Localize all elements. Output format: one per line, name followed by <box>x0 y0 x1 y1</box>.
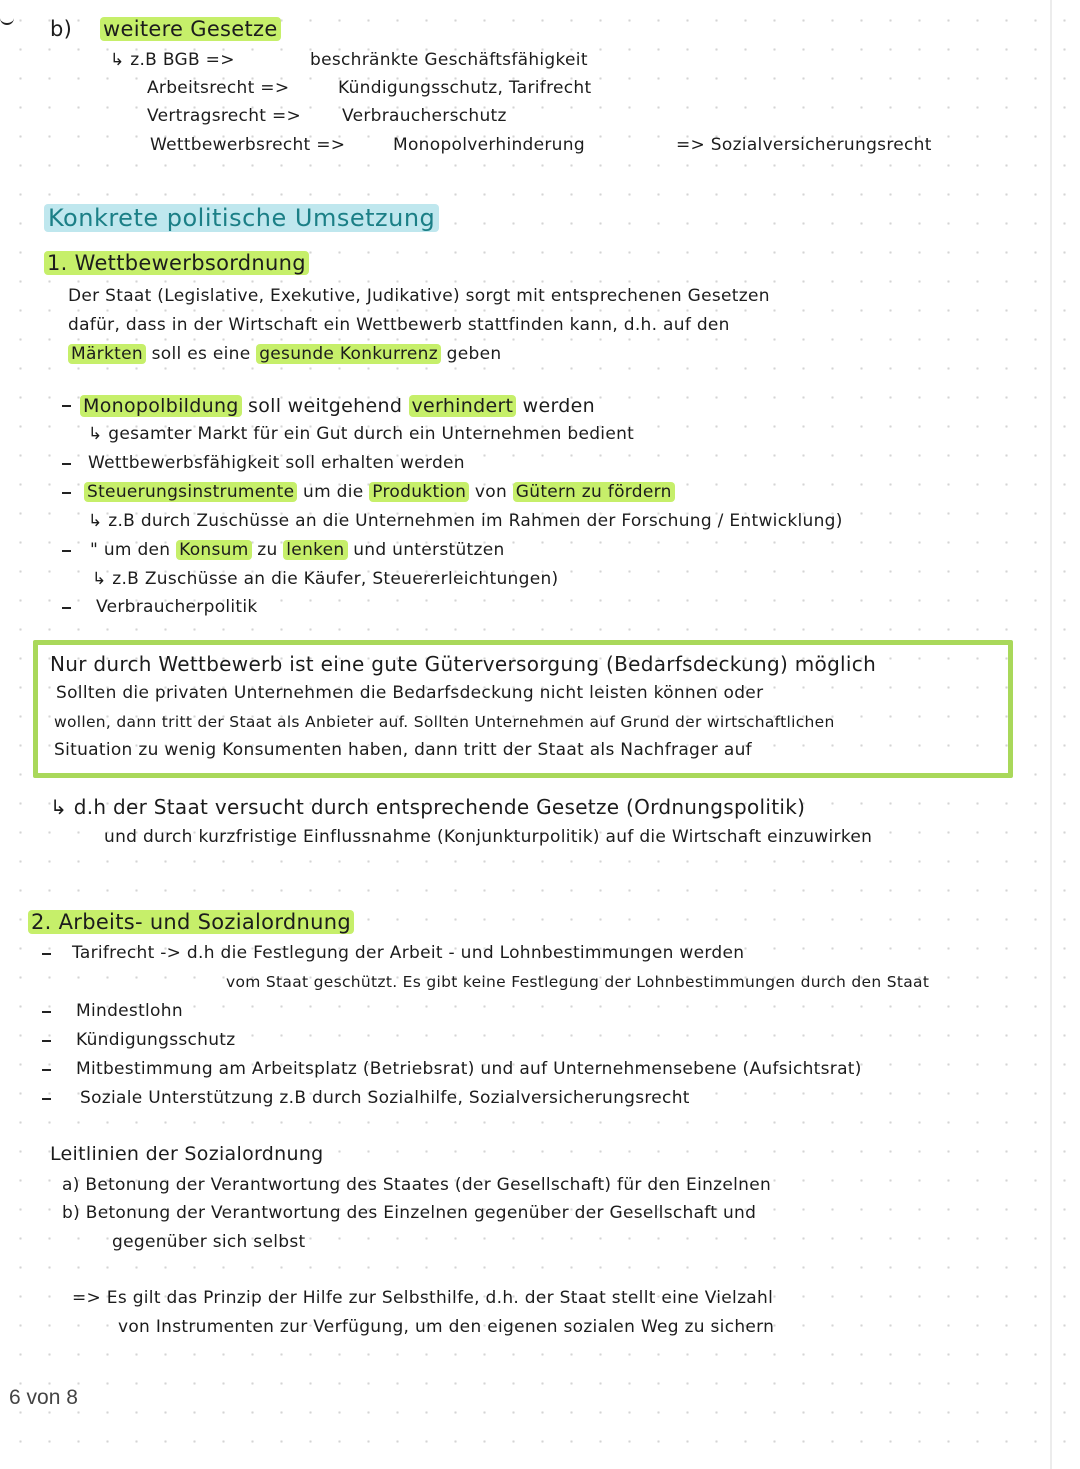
box-line: Sollten die privaten Unternehmen die Bedarfsdeckung nicht leisten können oder <box>56 683 764 703</box>
bullet-dash <box>62 492 71 494</box>
bullet-dash <box>42 1069 51 1071</box>
guidelines-title: Leitlinien der Sozialordnung <box>50 1143 324 1165</box>
conclusion-line: ↳ d.h der Staat versucht durch entsprechende Gesetze (Ordnungspolitik) <box>50 795 806 819</box>
text: soll weitgehend <box>241 395 409 417</box>
bullet-item <box>80 394 595 418</box>
highlight: Gütern zu fördern <box>513 482 675 502</box>
highlight: lenken <box>283 540 347 560</box>
subsection-title-2-text: 2. Arbeits- und Sozialordnung <box>28 910 354 934</box>
paragraph-line <box>68 342 501 366</box>
list-item: Mitbestimmung am Arbeitsplatz (Betriebsrat) und auf Unternehmensebene (Aufsichtsrat) <box>76 1059 862 1079</box>
principle-line: => Es gilt das Prinzip der Hilfe zur Selbsthilfe, d.h. der Staat stellt eine Vielzahl <box>72 1288 774 1308</box>
highlight: Steuerungsinstrumente <box>84 482 297 502</box>
text: zu <box>251 540 284 560</box>
section-heading <box>44 203 439 233</box>
side-note: => Sozialversicherungsrecht <box>676 135 932 155</box>
text: um die <box>297 482 370 502</box>
box-line: Nur durch Wettbewerb ist eine gute Güterversorgung (Bedarfsdeckung) möglich <box>50 652 877 676</box>
bullet-dash <box>42 1098 51 1100</box>
highlight: Produktion <box>369 482 469 502</box>
bullet-sub: ↳ z.B durch Zuschüsse an die Unternehmen im Rahmen der Forschung / Entwicklung) <box>88 511 843 531</box>
bullet-item <box>90 538 505 562</box>
text: und unterstützen <box>347 540 505 560</box>
bullet-dash <box>42 953 51 955</box>
guideline-a: a) Betonung der Verantwortung des Staates (der Gesellschaft) für den Einzelnen <box>62 1175 772 1195</box>
guideline-b-cont: gegenüber sich selbst <box>112 1232 306 1252</box>
law-row-left: Wettbewerbsrecht => <box>150 135 346 155</box>
subsection-title-1-text: 1. Wettbewerbsordnung <box>44 251 309 275</box>
section-b-title-text: weitere Gesetze <box>100 17 281 41</box>
list-item: Kündigungsschutz <box>76 1030 236 1050</box>
highlight: verhindert <box>409 395 517 417</box>
bullet-dash <box>62 607 71 609</box>
law-row-left: ↳ z.B BGB => <box>110 50 235 70</box>
law-row-right: beschränkte Geschäftsfähigkeit <box>310 50 588 70</box>
highlight: Konsum <box>176 540 251 560</box>
bullet-dash <box>62 405 71 407</box>
bullet-dash <box>62 463 71 465</box>
bullet-sub: vom Staat geschützt. Es gibt keine Festlegung der Lohnbestimmungen durch den Staat <box>226 973 930 991</box>
list-item: Mindestlohn <box>76 1001 183 1021</box>
bullet-item: Tarifrecht -> d.h die Festlegung der Arbeit - und Lohnbestimmungen werden <box>72 943 745 963</box>
law-row-right: Monopolverhinderung <box>393 135 585 155</box>
section-heading-text: Konkrete politische Umsetzung <box>44 204 439 232</box>
bullet-item: Verbraucherpolitik <box>96 597 258 617</box>
conclusion-line: und durch kurzfristige Einflussnahme (Konjunkturpolitik) auf die Wirtschaft einzuwirken <box>104 827 873 847</box>
text: von <box>469 482 513 502</box>
bullet-item: Wettbewerbsfähigkeit soll erhalten werden <box>88 453 465 473</box>
bullet-sub: ↳ z.B Zuschüsse an die Käufer, Steuererleichtungen) <box>92 569 559 589</box>
text: soll es eine <box>145 344 257 364</box>
subsection-title-1 <box>44 250 309 276</box>
guideline-b: b) Betonung der Verantwortung des Einzelnen gegenüber der Gesellschaft und <box>62 1203 757 1223</box>
law-row-right: Kündigungsschutz, Tarifrecht <box>338 78 592 98</box>
subsection-title-2 <box>28 909 354 935</box>
bullet-dash <box>42 1040 51 1042</box>
bullet-sub: ↳ gesamter Markt für ein Gut durch ein Unternehmen bedient <box>88 424 635 444</box>
text: werden <box>516 395 595 417</box>
highlight: Märkten <box>68 344 146 364</box>
bullet-item <box>84 480 675 504</box>
bullet-dash <box>62 550 71 552</box>
paragraph-line: Der Staat (Legislative, Exekutive, Judikative) sorgt mit entsprechenen Gesetzen <box>68 286 770 306</box>
page-edge <box>1050 0 1052 1469</box>
box-line: Situation zu wenig Konsumenten haben, dann tritt der Staat als Nachfrager auf <box>54 740 752 760</box>
page-number: 6 von 8 <box>9 1386 78 1409</box>
highlight: Monopolbildung <box>80 395 242 417</box>
law-row-left: Vertragsrecht => <box>147 106 302 126</box>
law-row-left: Arbeitsrecht => <box>147 78 290 98</box>
highlight: gesunde Konkurrenz <box>256 344 441 364</box>
box-line: wollen, dann tritt der Staat als Anbieter auf. Sollten Unternehmen auf Grund der wirtschaftlichen <box>54 713 835 731</box>
corner-mark <box>0 15 14 25</box>
law-row-right: Verbraucherschutz <box>342 106 507 126</box>
section-b-label: b) <box>50 17 73 41</box>
list-item: Soziale Unterstützung z.B durch Sozialhilfe, Sozialversicherungsrecht <box>80 1088 690 1108</box>
text: geben <box>440 344 502 364</box>
paragraph-line: dafür, dass in der Wirtschaft ein Wettbewerb stattfinden kann, d.h. auf den <box>68 315 730 335</box>
text: " um den <box>90 540 177 560</box>
bullet-dash <box>42 1011 51 1013</box>
principle-line: von Instrumenten zur Verfügung, um den eigenen sozialen Weg zu sichern <box>118 1317 775 1337</box>
section-b-title <box>100 16 281 42</box>
